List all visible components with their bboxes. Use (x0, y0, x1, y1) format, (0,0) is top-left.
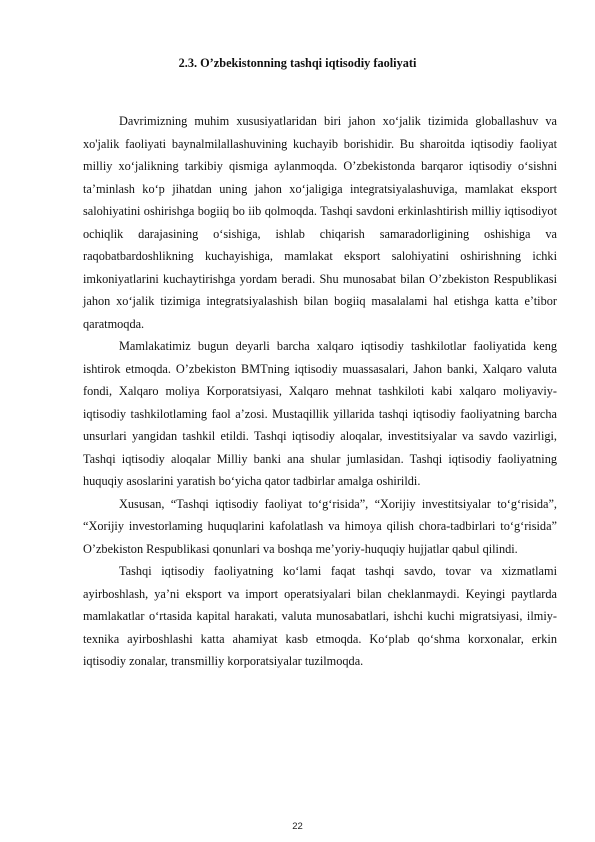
page-number: 22 (292, 821, 303, 832)
section-title: 2.3. O’zbekistonning tashqi iqtisodiy faoliyati (178, 56, 417, 70)
paragraph-1: Davrimizning muhim xususiyatlaridan biri jahon xo‘jalik tizimida globallashuv va xo'jalik faoliyati baynalmilallashuvining kuchayib borishidir. Bu sharoitda iqtisodiy faoliyat milliy xo‘jalikning tarkibiy qismiga aylanmoqda. O’zbekistonda barqaror iqtisodiy o‘sishni ta’minlash ko‘p jihatdan uning jahon xo‘jaligiga integratsiyalashuviga, mamlakat eksport salohiyatini oshirishga bogiiq bo iib qolmoqda. Tashqi savdoni erkinlashtirish milliy iqtisodiyot ochiqlik darajasining o‘sishiga, ishlab chiqarish samaradorligining oshishiga va raqobatbardoshlikning kuchayishiga, mamlakat eksport salohiyatini oshirishning ichki imkoniyatlarini kuchaytirishga yordam beradi. Shu munosabat bilan O’zbekiston Respublikasi jahon xo‘jalik tizimiga integratsiyalashish bilan bogiiq masalalami hal etishga katta e’tibor qaratmoqda. (83, 114, 557, 331)
paragraph-3: Xususan, “Tashqi iqtisodiy faoliyat to‘g‘risida”, “Xorijiy investitsiyalar to‘g‘risida”, “Xorijiy investorlaming huquqlarini kafolatlash va himoya qilish chora-tadbirlari to‘g‘risida” O’zbekiston Respublikasi qonunlari va boshqa me’yoriy-huquqiy hujjatlar qabul qilindi. (83, 496, 557, 556)
body-text (83, 110, 557, 673)
paragraph-4: Tashqi iqtisodiy faoliyatning ko‘lami faqat tashqi savdo, tovar va xizmatlami ayirboshlash, ya’ni eksport va import operatsiyalari bilan cheklanmaydi. Keyingi paytlarda mamlakatlar o‘rtasida kapital harakati, valuta munosabatlari, ishchi kuchi migratsiyasi, ilmiy-texnika ayirboshlashi katta ahamiyat kasb etmoqda. Ko‘plab qo‘shma korxonalar, erkin iqtisodiy zonalar, transmilliy korporatsiyalar tuzilmoqda. (83, 564, 557, 668)
paragraph-2: Mamlakatimiz bugun deyarli barcha xalqaro iqtisodiy tashkilotlar faoliyatida keng ishtirok etmoqda. O’zbekiston BMTning iqtisodiy muassasalari, Jahon banki, Xalqaro valuta fondi, Xalqaro moliya Korporatsiyasi, Xalqaro mehnat tashkiloti kabi xalqaro moliyaviy-iqtisodiy tashkilotlaming faol a’zosi. Mustaqillik yillarida tashqi iqtisodiy faoliyatning barcha unsurlari yangidan tashkil etildi. Tashqi iqtisodiy aloqalar, investitsiyalar va savdo vazirligi, Tashqi iqtisodiy aloqalar Milliy banki ana shular jumlasidan. Tashqi iqtisodiy faoliyatning huquqiy asoslarini yaratish bo‘yicha qator tadbirlar amalga oshirildi. (83, 339, 557, 488)
